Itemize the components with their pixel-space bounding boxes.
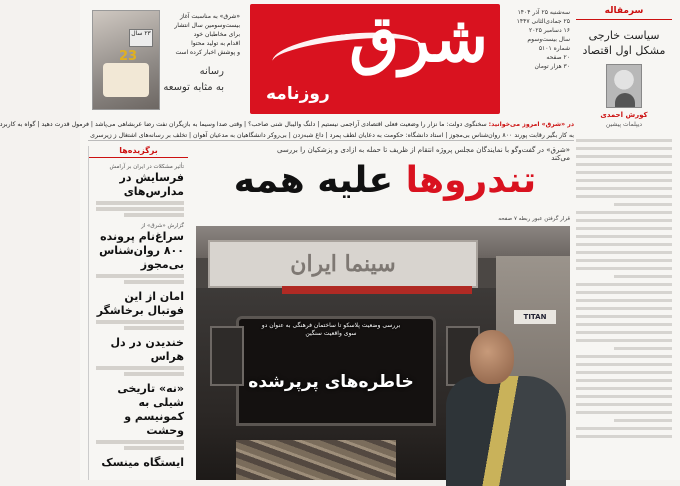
promo-line: و پوشش اخبار کرده است [175, 49, 240, 56]
promo-line: بیست‌وسومین سال انتشار [174, 22, 240, 29]
text-line [576, 238, 672, 246]
ticker-text-1: سخنگوی دولت: ما نزار را وضعیت فعلی اقتصادی آراجمی نیستیم | دلنگ والیبال شنی صاحب؟ | وقتی صدا وسیما به بازیگران نفت رضا عربشاهی می‌پاشد | فرمول قدرت دهید | گواه به کاربرد [0, 121, 487, 128]
text-line [576, 206, 672, 214]
issue-info [506, 8, 570, 71]
sidebar-story[interactable] [89, 223, 188, 284]
text-line [576, 358, 672, 366]
editorial-section-label: سرمقاله [576, 6, 672, 20]
text-line [576, 390, 672, 398]
text-line [576, 174, 672, 182]
text-line [576, 150, 672, 158]
cinema-sign: سینما ایران [208, 240, 478, 288]
sidebar-story[interactable] [89, 382, 188, 450]
promo-line: «شرق» به مناسبت آغاز [179, 13, 240, 20]
firefighter-figure [446, 330, 566, 480]
text-line [576, 334, 672, 342]
highlights-sidebar [88, 146, 188, 480]
text-line [576, 302, 672, 310]
headline-kicker: «شرق» در گفت‌وگو با نمایندگان مجلس پروژه انتقام از ظریف تا حمله به ازادی و پزشکیان را بررسی می‌کند [276, 146, 570, 162]
anniversary-photo [92, 10, 160, 110]
sidebar-story-title[interactable]: سراغ‌نام پرونده ۸۰۰ روان‌شناس بی‌مجوز [99, 230, 184, 271]
ticker-text-2: به کار بگیر رقابت پورند ۸۰۰ روان‌شناس بی‌مجوز | استاد دانشگاه: حکومت به دعایان لطف پمرد | داغ شبه‌زدن | بی‌روکر دانشگاهیان به مدعیان آهوان | تخلف بر رسانه‌های اشتغال ز زیرسری [90, 132, 574, 139]
candle-number: 23 [119, 49, 138, 64]
issue-date-gregorian: ۱۶ دسامبر ۲۰۲۵ [528, 27, 570, 34]
text-line [576, 158, 672, 166]
main-photo[interactable] [196, 226, 570, 480]
ticker-line-2[interactable] [88, 131, 574, 141]
editorial-column[interactable] [576, 6, 672, 480]
promo-caption-2: به مثابه توسعه [163, 82, 224, 93]
issue-date-hijri: ۲۵ جمادی‌الثانی ۱۴۴۷ [516, 18, 570, 25]
firefighter-body [446, 376, 566, 486]
text-line [576, 182, 672, 190]
anniversary-sign: ۲۳ سال [129, 29, 153, 47]
red-beam [282, 286, 472, 294]
issue-price: ۳۰ هزار تومان [534, 63, 570, 70]
editorial-author-role: دیپلمات پیشین [605, 121, 643, 128]
text-lines [89, 440, 184, 450]
sidebar-story[interactable] [89, 456, 188, 470]
text-line [576, 430, 672, 438]
photo-caption-small: بررسی وضعیت پلاسکو تا ساختمان فرهنگی به عنوان دو سوی واقعیت سنگین [261, 322, 401, 337]
text-line [576, 142, 672, 150]
logo-wordmark: شرق [349, 2, 488, 77]
sidebar-story[interactable] [89, 164, 188, 217]
text-line [576, 406, 672, 414]
headline-subkicker: قرار گرفتن عبور ربطه ۷ صفحه [498, 216, 570, 222]
sidebar-story-kicker: تأثیر مشکلات در ایران بر آرامش [109, 164, 184, 170]
sidebar-story[interactable] [89, 336, 188, 376]
rubble-pile [236, 440, 396, 480]
text-line [576, 166, 672, 174]
text-line [576, 374, 672, 382]
issue-number: شماره ۵۱۰۱ [538, 45, 570, 52]
sidebar-story-title[interactable]: «نه» تاریخی شیلی به کمونیسم و وحشت [117, 382, 184, 437]
issue-year: سال بیست‌وسوم [527, 36, 570, 43]
main-headline[interactable] [200, 158, 570, 204]
text-lines [89, 366, 184, 376]
text-line [576, 246, 672, 254]
text-line [576, 326, 672, 334]
text-line [576, 134, 672, 142]
text-line [614, 414, 672, 422]
ticker-label: در «شرق» امروز می‌خوانید: [488, 121, 574, 128]
text-line [576, 190, 672, 198]
author-photo [606, 64, 642, 108]
text-line [576, 214, 672, 222]
text-line [576, 278, 672, 286]
text-line [614, 270, 672, 278]
text-line [614, 198, 672, 206]
masthead-logo [250, 4, 500, 114]
promo-caption-1: رسانه [199, 66, 224, 77]
issue-date-persian: سه‌شنبه ۲۵ آذر ۱۴۰۴ [517, 9, 570, 16]
promo-line: برای مخاطبان خود [193, 31, 240, 38]
text-line [576, 382, 672, 390]
firefighter-head [470, 330, 514, 384]
text-line [576, 310, 672, 318]
text-lines [89, 274, 184, 284]
titan-shop-sign: TITAN [514, 310, 556, 324]
promo-text [164, 12, 240, 57]
text-line [576, 350, 672, 358]
editorial-body-text [576, 134, 672, 444]
sidebar-story-title[interactable]: فرسایش در مدارس‌های [119, 171, 184, 198]
issue-pages: ۲۰ صفحه [546, 54, 570, 61]
photo-caption-large: خاطره‌های پرپرشده [248, 372, 414, 392]
editorial-title[interactable]: سیاست خارجی مشکل اول اقتصاد [582, 29, 666, 57]
sidebar-story-title[interactable]: ایستگاه مینسک [101, 456, 184, 469]
text-line [576, 286, 672, 294]
logo-subtitle: روزنامه [266, 84, 330, 104]
sidebar-section-label: برگزیده‌ها [89, 146, 188, 158]
text-line [576, 294, 672, 302]
sidebar-story[interactable] [89, 290, 188, 330]
promo-box[interactable] [90, 8, 240, 116]
text-lines [89, 201, 184, 217]
text-line [576, 318, 672, 326]
headline-red-word: تندروها [405, 160, 537, 201]
sidebar-story-title[interactable]: خندیدن در دل هراس [110, 336, 184, 363]
text-lines [89, 320, 184, 330]
text-line [576, 422, 672, 430]
text-line [576, 262, 672, 270]
cake-shape [103, 63, 149, 97]
text-line [576, 366, 672, 374]
text-line [614, 342, 672, 350]
text-line [576, 398, 672, 406]
text-line [576, 254, 672, 262]
text-line [576, 230, 672, 238]
editorial-author: کورش احمدی [600, 111, 648, 119]
headline-black-words: علیه همه [233, 160, 394, 201]
sidebar-story-kicker: گزارش «شرق» از [141, 223, 184, 229]
promo-line: اقدام به تولید محتوا [191, 40, 240, 47]
ticker-line-1[interactable] [0, 120, 574, 130]
text-line [576, 222, 672, 230]
sidebar-story-title[interactable]: امان از این فوتبال برخاشگر [96, 290, 184, 317]
